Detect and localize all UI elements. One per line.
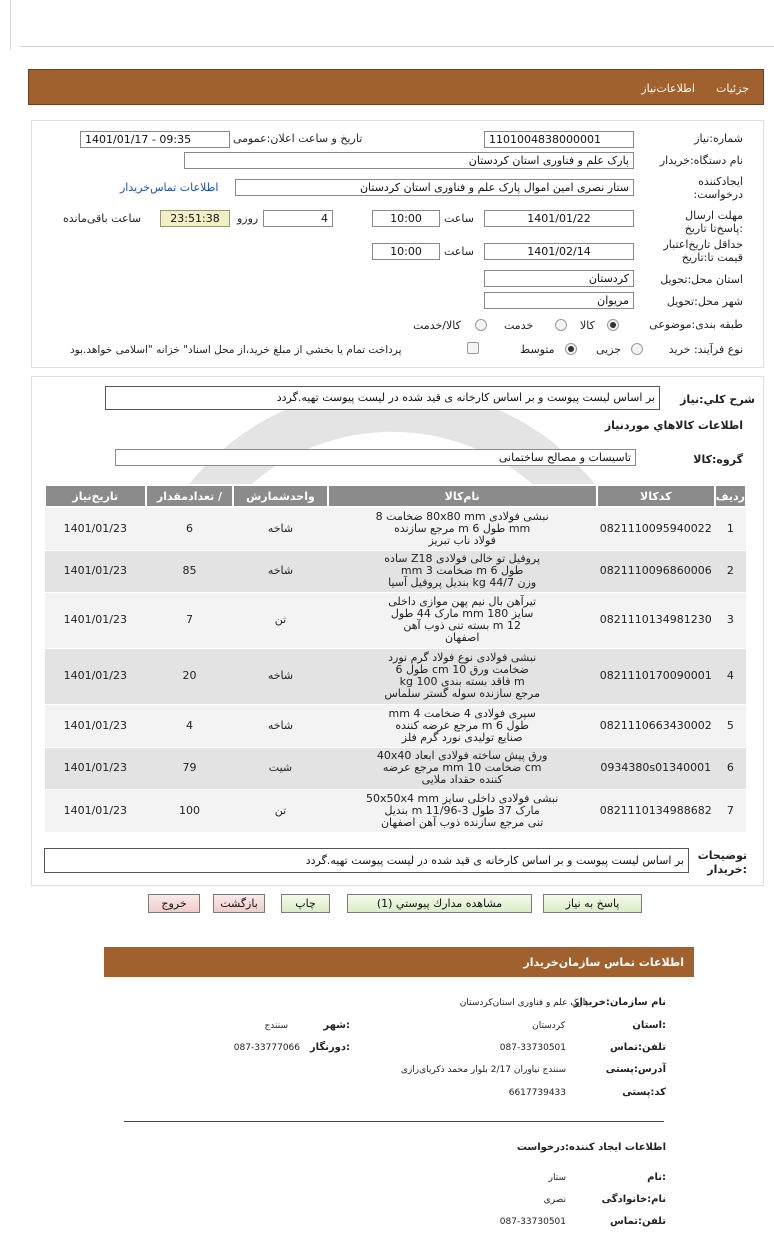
cell-unit: شاخه <box>233 507 327 550</box>
item-name-line: ضخامت ورق 10 cm طول 6 <box>395 663 529 676</box>
need-desc-label: شرح کلي:نياز <box>680 393 755 406</box>
goods-info-title: اطلاعات کالاهاي موردنياز <box>604 419 743 432</box>
contact-address: سنندج نیاوران 2/17 بلوار محمد ذکریای‌رازی <box>400 1065 566 1075</box>
category-both-radio[interactable] <box>475 319 487 331</box>
cell-row-number: 3 <box>715 592 746 648</box>
item-name-line: mm طول 6 m مرجع سازنده <box>394 521 531 535</box>
cell-date: 1401/01/23 <box>45 592 146 648</box>
remaining-label: ساعت باقی‌مانده <box>63 212 142 225</box>
col-code-header: کدکالا <box>597 485 715 507</box>
tab-details[interactable]: جزئیات <box>716 82 749 95</box>
cell-code: 0821110095940022 <box>597 507 715 550</box>
cell-row-number: 5 <box>715 704 746 747</box>
table-row <box>45 507 746 550</box>
item-name-line: تیرآهن بال نیم پهن موازی داخلی <box>388 595 537 608</box>
cell-unit: شاخه <box>233 550 327 592</box>
cell-name <box>328 704 597 747</box>
contact-phone-label: تلفن:تماس <box>609 1042 666 1053</box>
days-label: روزو <box>237 212 259 225</box>
treasury-payment-note: پرداخت تمام یا بخشی از مبلغ خرید،از محل اسناد" خزانه "اسلامی خواهد.بود <box>70 344 402 356</box>
remaining-timer: 23:51:38 <box>160 210 230 227</box>
table-row <box>45 704 746 747</box>
category-service-radio[interactable] <box>555 319 567 331</box>
contact-title: اطلاعات تماس سازمان‌خریدار <box>523 956 684 969</box>
need-number-field: 1101004838000001 <box>484 131 634 148</box>
cell-row-number: 2 <box>715 550 746 592</box>
contact-province-label: :استان <box>632 1020 666 1031</box>
creator-field: ستار نصری امین اموال پارک علم و فناوری استان کردستان <box>235 179 634 196</box>
table-row <box>45 789 746 832</box>
item-name-line: وزن 44/7 kg بندیل پروفیل آسیا <box>388 576 537 589</box>
category-both-label: کالا/خدمت <box>413 319 461 332</box>
table-row <box>45 592 746 648</box>
top-divider <box>20 46 774 47</box>
creator-first-name: ستار <box>548 1173 566 1183</box>
cell-quantity: 20 <box>146 648 234 704</box>
item-name-line: cm ضخامت 10 mm مرجع عرضه <box>382 761 542 774</box>
cell-code: 0821110663430002 <box>597 704 715 747</box>
need-number-label: شماره:نیاز <box>694 132 743 145</box>
goods-table <box>44 484 747 833</box>
cell-row-number: 7 <box>715 789 746 832</box>
cell-date: 1401/01/23 <box>45 704 146 747</box>
deadline-time-field: 10:00 <box>372 210 440 227</box>
cell-code: 0821110170090001 <box>597 648 715 704</box>
item-name-line: کننده حقداد ملایی <box>421 773 503 786</box>
cell-code: 0821110096860006 <box>597 550 715 592</box>
cell-code: 0821110134981230 <box>597 592 715 648</box>
cell-quantity: 100 <box>146 789 234 832</box>
validity-label: حداقل تاریخ‌اعتبار قیمت تا:تاریخ <box>663 238 743 264</box>
cell-unit: شاخه <box>233 648 327 704</box>
item-name-line: تنی مرجع سازنده ذوب آهن اصفهان <box>380 815 544 829</box>
creator-phone: 087-33730501 <box>499 1217 566 1227</box>
province-field: کردستان <box>484 270 634 287</box>
buyer-notes-field: بر اساس لیست پیوست و بر اساس کارخانه ی قید شده در لیست پیوست تهیه.گردد <box>44 848 689 873</box>
validity-time-field: 10:00 <box>372 243 440 260</box>
announce-label: تاریخ و ساعت اعلان:عمومی <box>233 132 363 145</box>
contact-org-label: نام سازمان:خریدار <box>573 997 666 1008</box>
cell-date: 1401/01/23 <box>45 550 146 592</box>
item-name-line: فولاد ناب تبریز <box>428 533 496 547</box>
col-date-header: تاریخ‌نیاز <box>45 485 146 507</box>
contact-phone: 087-33730501 <box>499 1043 566 1053</box>
contact-postal: 6617739433 <box>508 1088 566 1098</box>
table-row <box>45 648 746 704</box>
cell-date: 1401/01/23 <box>45 789 146 832</box>
exit-button[interactable]: خروج <box>148 894 200 913</box>
process-medium-radio[interactable] <box>565 343 577 355</box>
need-info-panel <box>31 120 764 368</box>
cell-unit: تن <box>233 789 327 832</box>
contact-fax-label: :دورنگار <box>309 1042 350 1053</box>
contact-fax: 087-33777066 <box>233 1043 300 1053</box>
cell-quantity: 6 <box>146 507 234 550</box>
contact-org: پارک علم و فناوری استان‌کردستان <box>459 998 588 1008</box>
contact-divider <box>124 1121 664 1122</box>
cell-unit: شیت <box>233 747 327 789</box>
item-name-line: پروفیل تو خالی فولادی Z18 ساده <box>384 552 541 565</box>
item-name-line: سپری فولادی 4 ضخامت 4 mm <box>388 706 536 720</box>
validity-time-label: ساعت <box>444 245 474 258</box>
deadline-time-label: ساعت <box>444 212 474 225</box>
item-name-line: 12 m بسته تنی ذوب آهن <box>403 619 521 632</box>
print-button[interactable]: چاپ <box>281 894 330 913</box>
creator-phone-label: تلفن:تماس <box>609 1216 666 1227</box>
view-attachments-button[interactable]: مشاهده مدارك پيوستي (1) <box>347 894 532 913</box>
deadline-date-field: 1401/01/22 <box>484 210 634 227</box>
reply-button[interactable]: پاسخ به نیاز <box>543 894 642 913</box>
item-name-line: نبشی فولادی داخلی سایز 50x50x4 mm <box>366 791 559 805</box>
category-label: طبقه بندی:موضوعی <box>649 318 743 331</box>
contact-header-bar <box>104 947 694 977</box>
back-button[interactable]: بازگشت <box>213 894 265 913</box>
announce-field: 1401/01/17 - 09:35 <box>80 131 230 148</box>
cell-code: 0934380s01340001 <box>597 747 715 789</box>
cell-date: 1401/01/23 <box>45 747 146 789</box>
item-name-line: طول 6 m مرجع عرضه کننده <box>395 718 529 732</box>
buyer-notes-label: توضیحات :خریدار <box>697 849 747 876</box>
category-service-label: خدمت <box>504 319 534 332</box>
days-field: 4 <box>263 210 333 227</box>
cell-name <box>328 507 597 550</box>
cell-name <box>328 747 597 789</box>
category-goods-radio[interactable] <box>607 319 619 331</box>
col-qty-header: / تعدادمقدار <box>146 485 234 507</box>
process-label: نوع فرآیند: خرید <box>668 343 743 356</box>
cell-quantity: 79 <box>146 747 234 789</box>
process-partial-label: جزیی <box>596 343 622 356</box>
cell-code: 0821110134988682 <box>597 789 715 832</box>
cell-date: 1401/01/23 <box>45 648 146 704</box>
treasury-payment-checkbox[interactable] <box>467 342 479 354</box>
item-name-line: طول 6 m ضخامت 3 mm <box>400 564 524 577</box>
cell-unit: تن <box>233 592 327 648</box>
cell-quantity: 7 <box>146 592 234 648</box>
item-name-line: مرجع سازنده سوله گستر سلماس <box>384 687 540 700</box>
creator-info-title: اطلاعات ایجاد کننده:درخواست <box>516 1142 666 1153</box>
cell-date: 1401/01/23 <box>45 507 146 550</box>
goods-table-body <box>45 507 746 832</box>
goods-group-label: گروه:کالا <box>693 453 743 466</box>
details-header-bar <box>28 69 764 105</box>
province-label: استان محل:تحویل <box>660 273 743 286</box>
item-name-line: ورق پیش ساخته فولادی ابعاد 40x40 <box>376 749 548 762</box>
cell-name <box>328 648 597 704</box>
city-label: شهر محل:تحویل <box>666 295 743 308</box>
creator-last-name-label: نام:خانوادگی <box>601 1194 666 1205</box>
cell-name <box>328 550 597 592</box>
process-medium-label: متوسط <box>520 343 555 356</box>
cell-name <box>328 789 597 832</box>
contact-city-label: :شهر <box>323 1020 350 1031</box>
creator-first-name-label: :نام <box>647 1172 666 1183</box>
category-goods-label: کالا <box>580 319 595 332</box>
buyer-org-field: پارک علم و فناوری استان کردستان <box>184 152 634 169</box>
tab-need-info[interactable]: اطلاعات‌نیاز <box>641 82 695 95</box>
goods-panel <box>31 376 764 886</box>
contact-city: سنندج <box>264 1021 288 1031</box>
buyer-contact-link[interactable]: اطلاعات تماس‌خریدار <box>120 181 219 194</box>
cell-row-number: 6 <box>715 747 746 789</box>
cell-quantity: 85 <box>146 550 234 592</box>
validity-date-field: 1401/02/14 <box>484 243 634 260</box>
col-unit-header: واحدشمارش <box>233 485 327 507</box>
cell-row-number: 1 <box>715 507 746 550</box>
goods-group-field: تاسیسات و مصالح ساختمانی <box>115 449 636 466</box>
item-name-line: صنایع تولیدی نورد گرم فلز <box>401 730 523 744</box>
city-field: مریوان <box>484 292 634 309</box>
creator-label: ایجادکننده درخواست: <box>693 175 743 201</box>
item-name-line: سایز 180 mm مارک 44 طول <box>390 607 534 620</box>
cell-quantity: 4 <box>146 704 234 747</box>
deadline-label: مهلت ارسال :پاسخ‌تا تاریخ <box>684 209 743 235</box>
item-name-line: مارک 37 طول 3-11/96 m بندیل <box>384 803 540 817</box>
cell-unit: شاخه <box>233 704 327 747</box>
table-row <box>45 747 746 789</box>
process-partial-radio[interactable] <box>631 343 643 355</box>
col-row-header: ردیف <box>715 485 746 507</box>
need-desc-field: بر اساس لیست پیوست و بر اساس کارخانه ی قید شده در لیست پیوست تهیه.گردد <box>105 386 660 410</box>
col-name-header: نام‌کالا <box>328 485 597 507</box>
table-row <box>45 550 746 592</box>
buyer-org-label: نام دستگاه:خریدار <box>659 154 743 167</box>
item-name-line: m فاقد بسته بندی 100 kg <box>399 675 525 688</box>
item-name-line: نبشی فولادی 80x80 mm ضخامت 8 <box>375 509 549 523</box>
contact-province: کردستان <box>532 1021 565 1031</box>
cell-name <box>328 592 597 648</box>
item-name-line: اصفهان <box>444 631 480 644</box>
contact-postal-label: کد:پستی <box>622 1087 666 1098</box>
contact-address-label: آدرس:پستی <box>605 1064 666 1075</box>
left-border <box>10 0 11 50</box>
item-name-line: نبشی فولادی نوع فولاد گرم نورد <box>388 651 537 664</box>
creator-last-name: نصری <box>543 1195 566 1205</box>
cell-row-number: 4 <box>715 648 746 704</box>
